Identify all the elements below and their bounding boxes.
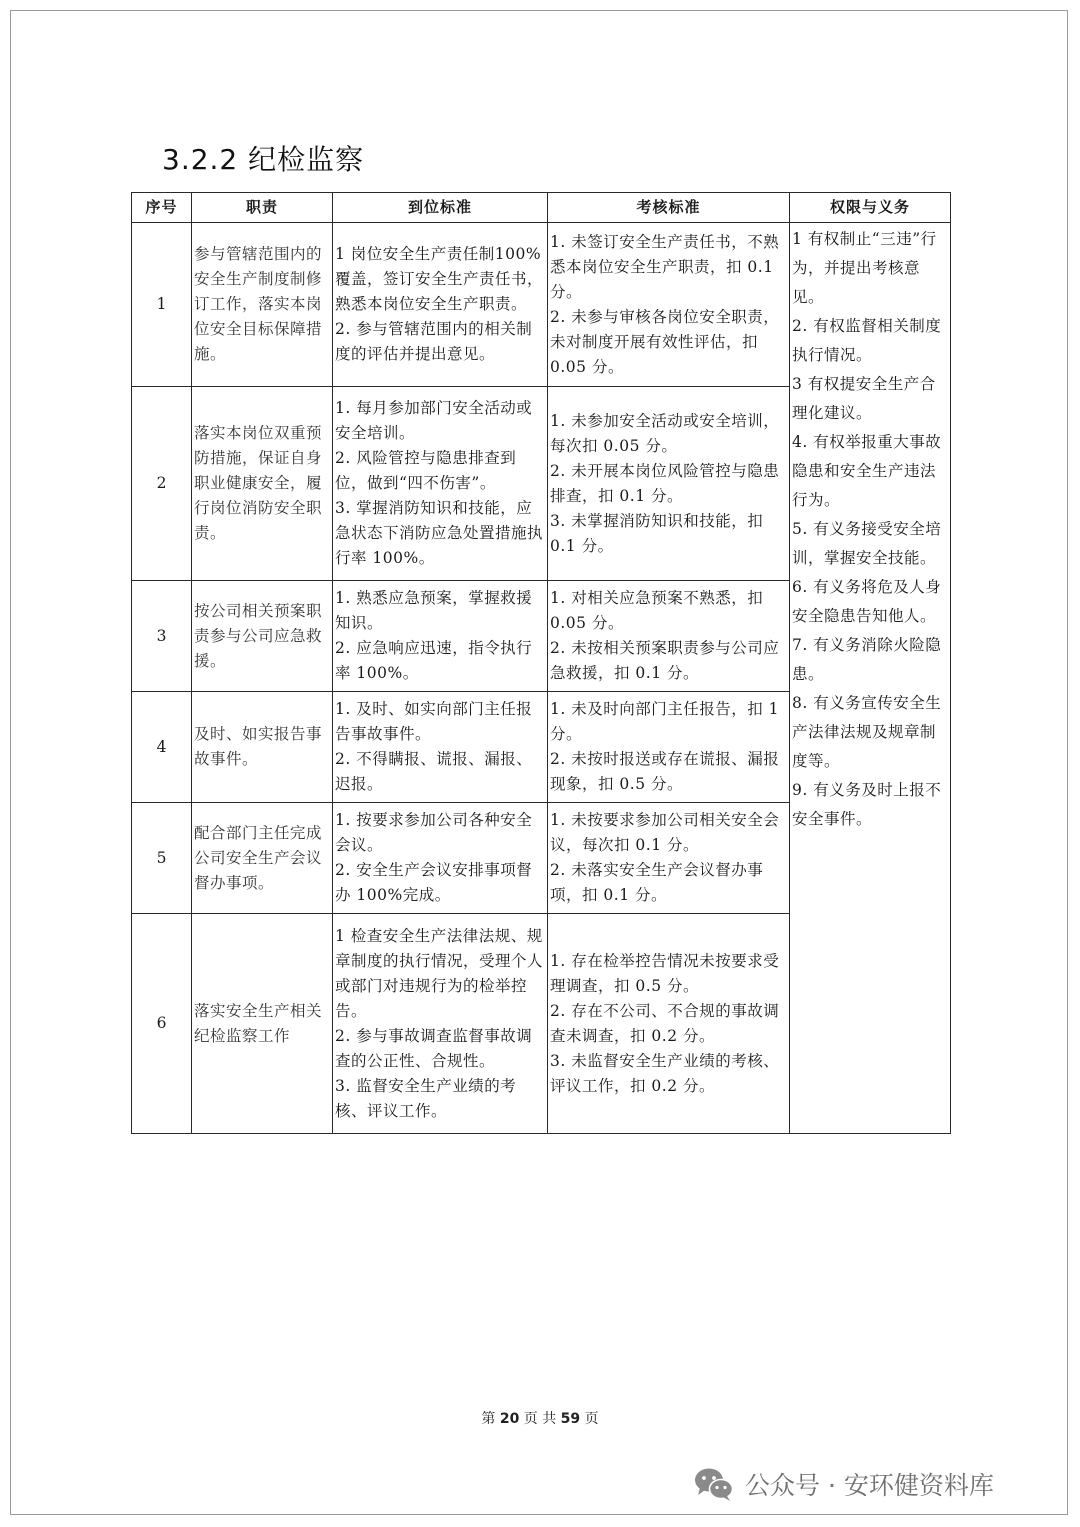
standard-text: 1 检查安全生产法律法规、规章制度的执行情况，受理个人或部门对违规行为的检举控告。 2. 参与事故调查监督事故调查的公正性、合规性。 3. 监督安全生产业绩的考核、评议工作。 xyxy=(335,926,544,1120)
standard-cell xyxy=(333,914,548,1134)
footer-middle: 页 共 xyxy=(523,1411,557,1427)
header-assessment: 考核标准 xyxy=(548,193,790,223)
table-header-row xyxy=(132,193,951,223)
duty-cell xyxy=(192,223,333,387)
table-row xyxy=(132,223,951,387)
assessment-text: 1. 未参加安全活动或安全培训，每次扣 0.05 分。 2. 未开展本岗位风险管控与隐患排查，扣 0.1 分。 3. 未掌握消防知识和技能，扣 0.1 分。 xyxy=(550,411,780,555)
assessment-text: 1. 未签订安全生产责任书，不熟悉本岗位安全生产职责，扣 0.1 分。 2. 未参与审核各岗位安全职责，未对制度开展有效性评估，扣 0.05 分。 xyxy=(550,232,780,376)
header-rights: 权限与义务 xyxy=(790,193,951,223)
duty-text: 落实安全生产相关纪检监察工作 xyxy=(194,1001,323,1045)
assessment-text: 1. 未按要求参加公司相关安全会议，每次扣 0.1 分。 2. 未落实安全生产会议督办事项，扣 0.1 分。 xyxy=(550,811,780,904)
duty-cell xyxy=(192,692,333,803)
watermark-text: 公众号 · 安环健资料库 xyxy=(745,1471,994,1500)
duty-text: 落实本岗位双重预防措施，保证自身职业健康安全，履行岗位消防安全职责。 xyxy=(194,424,323,542)
standard-cell xyxy=(333,803,548,914)
section-title: 3.2.2 纪检监察 xyxy=(162,143,365,176)
footer-total-pages: 59 xyxy=(560,1411,581,1427)
footer-prefix: 第 xyxy=(481,1411,496,1427)
header-no: 序号 xyxy=(132,193,192,223)
standard-text: 1. 及时、如实向部门主任报告事故事件。 2. 不得瞒报、谎报、漏报、迟报。 xyxy=(335,700,533,793)
standard-cell xyxy=(333,387,548,581)
duty-cell xyxy=(192,387,333,581)
row-number: 1 xyxy=(132,223,192,387)
standard-text: 1. 按要求参加公司各种安全会议。 2. 安全生产会议安排事项督办 100%完成。 xyxy=(335,811,533,904)
duty-cell xyxy=(192,581,333,692)
rights-cell xyxy=(790,223,951,1134)
footer-suffix: 页 xyxy=(584,1411,599,1427)
duty-table xyxy=(131,192,951,1134)
assessment-cell xyxy=(548,581,790,692)
watermark xyxy=(693,1462,994,1506)
standard-text: 1 岗位安全生产责任制100%覆盖，签订安全生产责任书，熟悉本岗位安全生产职责。 2. 参与管辖范围内的相关制度的评估并提出意见。 xyxy=(335,245,544,363)
assessment-text: 1. 对相关应急预案不熟悉，扣 0.05 分。 2. 未按相关预案职责参与公司应急救援，扣 0.1 分。 xyxy=(550,589,780,682)
standard-text: 1. 熟悉应急预案，掌握救援知识。 2. 应急响应迅速，指令执行率 100%。 xyxy=(335,589,533,682)
header-standard: 到位标准 xyxy=(333,193,548,223)
duty-cell xyxy=(192,914,333,1134)
duty-text: 按公司相关预案职责参与公司应急救援。 xyxy=(194,601,323,670)
standard-cell xyxy=(333,223,548,387)
row-number: 3 xyxy=(132,581,192,692)
header-duty: 职责 xyxy=(192,193,333,223)
assessment-text: 1. 存在检举控告情况未按要求受理调查，扣 0.5 分。 2. 存在不公司、不合规的事故调查未调查，扣 0.2 分。 3. 未监督安全生产业绩的考核、评议工作，扣 0.2 分。 xyxy=(550,951,780,1095)
row-number: 4 xyxy=(132,692,192,803)
row-number: 6 xyxy=(132,914,192,1134)
standard-text: 1. 每月参加部门安全活动或安全培训。 2. 风险管控与隐患排查到位，做到“四不伤害”。 3. 掌握消防知识和技能，应急状态下消防应急处置措施执行率 100%。 xyxy=(335,399,544,567)
duty-text: 及时、如实报告事故事件。 xyxy=(194,725,323,768)
footer-page-number: 20 xyxy=(499,1411,520,1427)
page-footer xyxy=(0,1408,1080,1428)
row-number: 5 xyxy=(132,803,192,914)
duty-cell xyxy=(192,803,333,914)
assessment-cell xyxy=(548,387,790,581)
assessment-cell xyxy=(548,692,790,803)
assessment-cell xyxy=(548,803,790,914)
duty-text: 参与管辖范围内的安全生产制度制修订工作，落实本岗位安全目标保障措施。 xyxy=(194,245,323,363)
standard-cell xyxy=(333,692,548,803)
assessment-cell xyxy=(548,223,790,387)
standard-cell xyxy=(333,581,548,692)
rights-text: 1 有权制止“三违”行为，并提出考核意见。 2. 有权监督相关制度执行情况。 3 有权提安全生产合理化建议。 4. 有权举报重大事故隐患和安全生产违法行为。 5. 有义务接受安全培训，掌握安全技能。 6. 有义务将危及人身安全隐患告知他人。 7. 有义务消除火险隐患。 8. 有义务宣传安全生产法律法规及规章制度等。 9. 有义务及时上报不安全事件。 xyxy=(792,230,942,828)
assessment-cell xyxy=(548,914,790,1134)
row-number: 2 xyxy=(132,387,192,581)
wechat-icon xyxy=(693,1466,735,1502)
assessment-text: 1. 未及时向部门主任报告，扣 1 分。 2. 未按时报送或存在谎报、漏报现象，扣 0.5 分。 xyxy=(550,700,780,793)
duty-text: 配合部门主任完成公司安全生产会议督办事项。 xyxy=(194,823,323,892)
